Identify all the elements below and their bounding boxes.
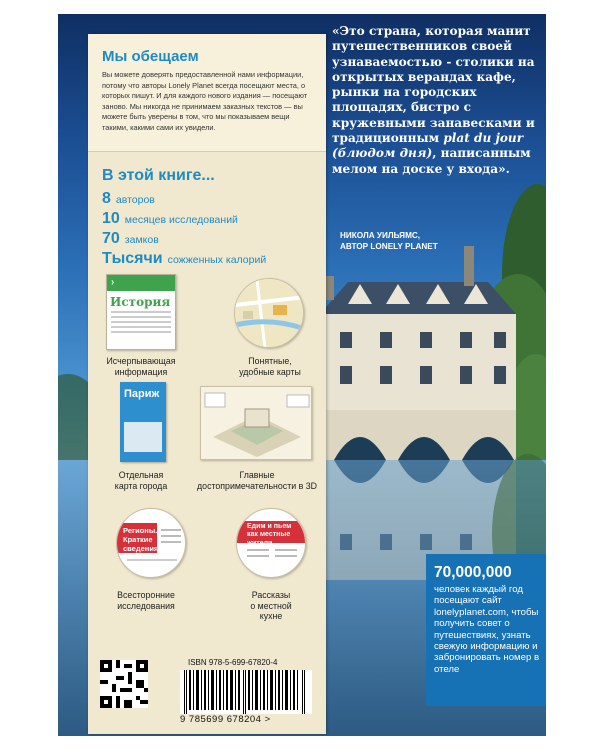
food-label: Едим и пьем как местные жители (237, 521, 306, 543)
caption-line: Рассказы (251, 590, 291, 600)
barcode-icon (180, 670, 312, 714)
stat-number: 70 (102, 230, 120, 247)
stat-row (102, 189, 322, 209)
map-image (124, 422, 162, 452)
text-line (111, 326, 171, 328)
caption-line: Отдельная (118, 470, 164, 480)
text-line (161, 535, 181, 537)
quote-author (340, 230, 530, 252)
paris-map-thumbnail (120, 382, 166, 462)
text-line (111, 311, 171, 313)
info-panel (88, 34, 326, 734)
quote-italic: plat du jour (443, 131, 524, 146)
stat-number: Тысячи (102, 250, 163, 267)
caption-line: карта города (114, 480, 168, 491)
stats-list (102, 189, 322, 269)
visitors-number: 70,000,000 (434, 564, 512, 581)
map-icon (235, 279, 304, 348)
caption-line: кухне (259, 611, 283, 621)
text-line (247, 549, 269, 551)
visitors-box (426, 554, 546, 706)
promise-section (88, 34, 326, 152)
caption-line: Понятные, (248, 356, 292, 366)
text-line (275, 549, 297, 551)
stat-row (102, 229, 322, 249)
barcode-area (100, 654, 316, 728)
visitors-text: человек каждый год посещают сайт lonelyplanet.com, чтобы получить совет о путешествиях, узнать свежую информацию и забронировать номер в отеле (434, 584, 540, 675)
book-back-cover (58, 14, 546, 736)
text-line (111, 321, 171, 323)
building-icon (201, 387, 313, 461)
author-name: НИКОЛА УИЛЬЯМС, (340, 231, 421, 240)
regions-circle-thumbnail (116, 508, 186, 578)
caption-line: исследования (117, 600, 175, 611)
text-line (111, 316, 171, 318)
stat-row (102, 209, 322, 229)
caption-line: Всесторонние (117, 590, 175, 600)
caption-line: Исчерпывающая (106, 356, 176, 366)
text-line (275, 555, 297, 557)
research-caption (90, 590, 202, 611)
quote-block (332, 24, 538, 177)
text-line (247, 555, 269, 557)
food-circle-thumbnail (236, 508, 306, 578)
text-line (161, 541, 181, 543)
regions-label: Регионы. Краткие сведения (117, 523, 157, 553)
author-role: АВТОР LONELY PLANET (340, 242, 438, 251)
green-header-bar (107, 275, 175, 291)
promise-text: Вы можете доверять предоставленной нами информации, потому что авторы Lonely Planet всегда посещают места, о которых пишут. И для каждого нового издания — посещают заново. Мы никогда не принимаем заказных текстов — вы можете быть уверены в том, что мы показываем вещи такими, какими сами их увидели. (102, 70, 308, 132)
stat-number: 8 (102, 190, 111, 207)
3d-sights-thumbnail (200, 386, 312, 460)
isbn-text: ISBN 978-5-699-67820-4 (188, 658, 278, 667)
city-map-caption (90, 470, 192, 491)
caption-line: информация (114, 366, 168, 377)
stat-number: 10 (102, 210, 120, 227)
food-caption (216, 590, 326, 622)
quote-italic-translation: (блюдом дня) (332, 146, 433, 161)
history-label: История (110, 295, 171, 309)
stat-row (102, 249, 322, 269)
paris-label: Париж (124, 388, 160, 400)
caption-line: Главные (239, 470, 275, 480)
sights-caption (188, 470, 326, 491)
promise-title: Мы обещаем (102, 48, 199, 65)
text-line (161, 529, 181, 531)
map-circle-thumbnail (234, 278, 304, 348)
caption-line: достопримечательности в 3D (197, 480, 317, 491)
history-caption (90, 356, 192, 377)
text-line (127, 559, 177, 561)
text-line (111, 331, 171, 333)
quote-text: «Это страна, которая манит путешественников своей узнаваемостью - столики на открытых верандах кафе, рынки на городских площадях, бистро с кружевными занавесками и традиционным (332, 24, 535, 146)
stat-label: сожженных калорий (167, 254, 267, 266)
caption-line: о местной (250, 600, 292, 611)
caption-line: удобные карты (239, 366, 301, 377)
in-book-title: В этой книге... (102, 167, 215, 184)
maps-caption (214, 356, 326, 377)
barcode-digits: 9 785699 678204 > (180, 714, 271, 725)
stat-label: авторов (115, 194, 155, 206)
chevron-right-icon: › (111, 277, 115, 288)
stat-label: месяцев исследований (124, 214, 238, 226)
qr-code-icon (100, 660, 148, 708)
history-page-thumbnail (106, 274, 176, 350)
quote-text-end: , написанным мелом на доске у входа». (332, 146, 531, 176)
stat-label: замков (124, 234, 159, 246)
